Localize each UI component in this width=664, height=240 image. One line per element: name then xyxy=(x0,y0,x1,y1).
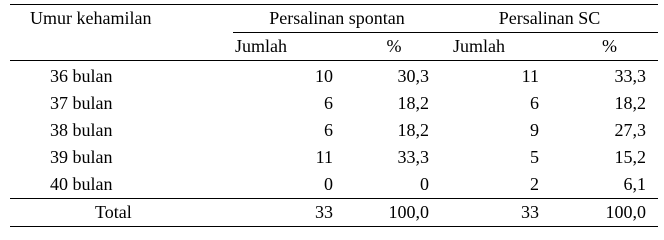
row-label: 38 bulan xyxy=(50,120,113,140)
header-row-label: Umur kehamilan xyxy=(10,5,233,33)
cell-sc-jumlah: 11 xyxy=(521,66,540,86)
total-spontan-pct: 100,0 xyxy=(347,199,441,227)
cell-sc-jumlah: 6 xyxy=(530,93,540,113)
gestational-age-table xyxy=(10,4,658,227)
row-label: 40 bulan xyxy=(50,174,113,194)
total-spontan-jumlah: 33 xyxy=(233,199,347,227)
table-row xyxy=(10,61,658,91)
cell-sc-jumlah: 9 xyxy=(530,120,540,140)
subheader-blank xyxy=(10,33,233,61)
cell-spontan-jumlah: 11 xyxy=(315,147,333,167)
cell-sc-pct: 6,1 xyxy=(623,174,647,194)
cell-spontan-jumlah: 0 xyxy=(324,174,333,194)
cell-spontan-pct: 0 xyxy=(420,174,430,194)
table-row xyxy=(10,90,658,117)
subheader-pct-sc: % xyxy=(561,33,658,61)
subheader-pct-spontan: % xyxy=(347,33,441,61)
cell-sc-pct: 15,2 xyxy=(614,147,647,167)
subheader-jumlah-sc: Jumlah xyxy=(441,33,561,61)
row-label: 39 bulan xyxy=(50,147,113,167)
cell-sc-pct: 27,3 xyxy=(614,120,647,140)
total-sc-jumlah: 33 xyxy=(441,199,561,227)
cell-spontan-jumlah: 6 xyxy=(324,93,333,113)
table-header-row xyxy=(10,5,658,33)
cell-spontan-jumlah: 6 xyxy=(324,120,333,140)
cell-spontan-pct: 30,3 xyxy=(397,66,430,86)
cell-spontan-jumlah: 10 xyxy=(315,66,333,86)
header-group-spontan: Persalinan spontan xyxy=(233,5,441,33)
total-sc-pct: 100,0 xyxy=(561,199,658,227)
table-total-row xyxy=(10,199,658,227)
subheader-jumlah-spontan: Jumlah xyxy=(233,33,347,61)
table-row xyxy=(10,171,658,199)
cell-sc-jumlah: 2 xyxy=(530,174,540,194)
total-label: Total xyxy=(10,199,233,227)
cell-sc-pct: 33,3 xyxy=(614,66,647,86)
table-row xyxy=(10,144,658,171)
table-subheader-row xyxy=(10,33,658,61)
table-row xyxy=(10,117,658,144)
cell-spontan-pct: 18,2 xyxy=(397,93,430,113)
header-group-sc: Persalinan SC xyxy=(441,5,658,33)
cell-spontan-pct: 33,3 xyxy=(397,147,430,167)
row-label: 37 bulan xyxy=(50,93,113,113)
cell-sc-jumlah: 5 xyxy=(530,147,540,167)
cell-sc-pct: 18,2 xyxy=(614,93,647,113)
cell-spontan-pct: 18,2 xyxy=(397,120,430,140)
row-label: 36 bulan xyxy=(50,66,113,86)
